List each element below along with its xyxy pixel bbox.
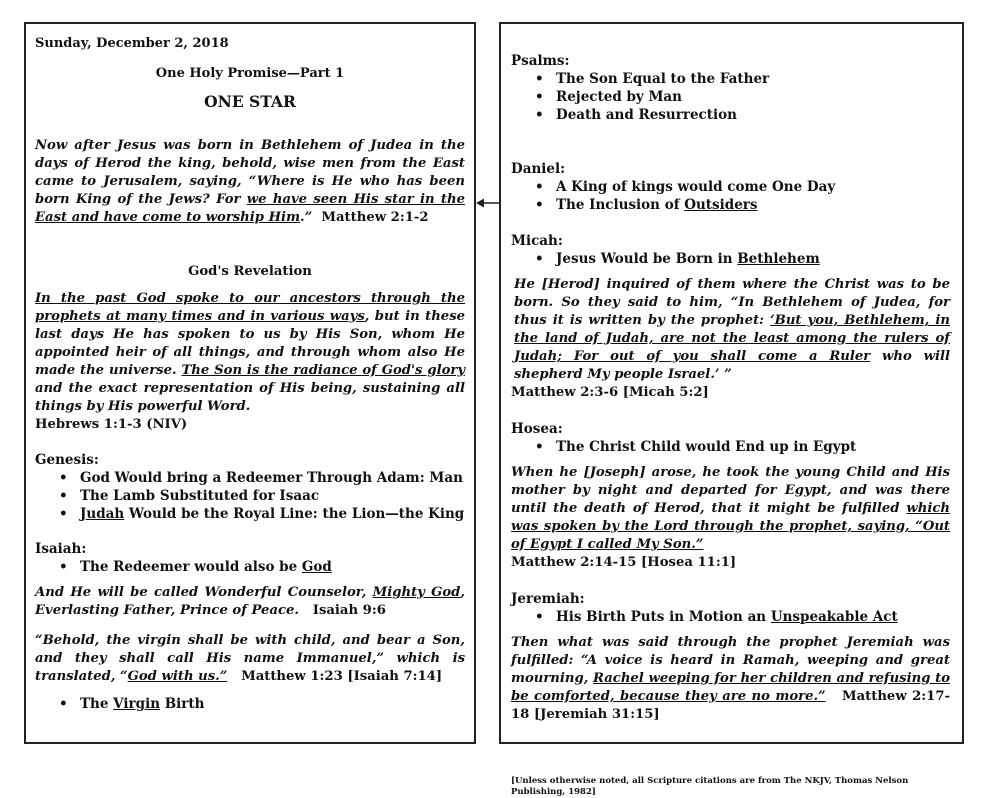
list-item-text: The Christ Child would End up in Egypt bbox=[556, 439, 857, 455]
quote-text: When he [Joseph] arose, he took the young Child and His mother by night and departed for Egypt, and was there until the death of Herod, that it might be fulfilled bbox=[511, 465, 950, 516]
scripture-reference: Hebrews 1:1-3 (NIV) bbox=[35, 417, 188, 432]
list-item-text: The Redeemer would also be bbox=[80, 559, 302, 575]
isaiah-quote-1 bbox=[35, 584, 465, 620]
bullet-icon: • bbox=[535, 251, 544, 267]
micah-heading: Micah: bbox=[511, 233, 563, 249]
scripture-reference: Matthew 2:1-2 bbox=[321, 210, 429, 225]
sermon-date: Sunday, December 2, 2018 bbox=[35, 36, 229, 51]
scripture-reference: Matthew 1:23 [Isaiah 7:14] bbox=[241, 669, 443, 684]
list-item-underlined: Virgin bbox=[113, 696, 161, 712]
list-item-underlined: Unspeakable Act bbox=[770, 609, 898, 625]
right-panel bbox=[499, 22, 964, 797]
list-item bbox=[511, 70, 950, 88]
list-item-text: The Son Equal to the Father bbox=[556, 71, 770, 87]
bullet-icon: • bbox=[59, 488, 68, 504]
list-item-underlined: Judah bbox=[80, 506, 125, 522]
quote-text: And He will be called Wonderful Counselor, bbox=[35, 585, 373, 600]
quote-underlined: we have seen His star in the East and have come to worship Him bbox=[35, 192, 465, 225]
list-item-text: Death and Resurrection bbox=[556, 107, 737, 123]
quote-underlined: God with us.” bbox=[127, 669, 228, 684]
series-title: One Holy Promise—Part 1 bbox=[155, 66, 345, 81]
list-item bbox=[511, 250, 950, 268]
list-item-text: The bbox=[80, 696, 114, 712]
list-item bbox=[35, 469, 465, 487]
quote-text: Now after Jesus was born in Bethlehem of Judea in the days of Herod the king, behold, wise men from the East came to Jerusalem, saying, “Where is He who has been born King of the Jews? For bbox=[35, 138, 465, 207]
footnote: [Unless otherwise noted, all Scripture citations are from The NKJV, Thomas Nelson Publishing, 1982] bbox=[511, 776, 909, 797]
list-item bbox=[511, 88, 950, 106]
scripture-reference: Matthew 2:3-6 [Micah 5:2] bbox=[511, 385, 709, 400]
list-item-text: Would be the Royal Line: the Lion—the King bbox=[124, 506, 465, 522]
hosea-quote bbox=[511, 464, 950, 554]
micah-quote bbox=[511, 276, 950, 384]
bullet-icon: • bbox=[535, 439, 544, 455]
genesis-heading: Genesis: bbox=[35, 452, 99, 468]
list-item bbox=[35, 695, 465, 713]
list-item bbox=[35, 505, 465, 523]
quote-text: Then what was said through the prophet Jeremiah was fulfilled: “A voice is heard in Ramah, weeping and great mourning, bbox=[511, 635, 950, 686]
quote-underlined: ‘But you, Bethlehem, in the land of Judah, are not the least among the rulers of Judah; For out of you shall come a bbox=[514, 313, 950, 364]
micah-list bbox=[511, 250, 950, 268]
list-item-text: The Lamb Substituted for Isaac bbox=[80, 488, 320, 504]
intro-quote bbox=[35, 137, 465, 227]
list-item bbox=[511, 438, 950, 456]
list-item bbox=[35, 558, 465, 576]
left-panel bbox=[24, 22, 476, 744]
bullet-icon: • bbox=[535, 71, 544, 87]
hosea-list bbox=[511, 438, 950, 456]
jeremiah-list bbox=[511, 608, 950, 626]
jeremiah-heading: Jeremiah: bbox=[511, 591, 585, 607]
bullet-icon: • bbox=[535, 197, 544, 213]
list-item-underlined: Outsiders bbox=[684, 197, 758, 213]
quote-underlined: In the past God spoke to our ancestors through the prophets at many times and in various ways bbox=[35, 291, 465, 324]
bullet-icon: • bbox=[535, 107, 544, 123]
list-item-text: A King of kings would come One Day bbox=[556, 179, 836, 195]
revelation-quote bbox=[35, 290, 465, 416]
revelation-heading: God's Revelation bbox=[188, 264, 312, 279]
quote-text: , but in these last days He has spoken to us by His Son, whom He appointed heir of all things, and through whom also He made the universe. bbox=[35, 309, 466, 378]
daniel-list bbox=[511, 178, 950, 214]
bullet-icon: • bbox=[59, 696, 68, 712]
bullet-icon: • bbox=[535, 89, 544, 105]
scripture-reference: Matthew 2:14-15 [Hosea 11:1] bbox=[511, 555, 737, 570]
scripture-reference: Matthew 2:17-18 [Jeremiah 31:15] bbox=[511, 689, 950, 722]
isaiah-list bbox=[35, 558, 465, 576]
bullet-icon: • bbox=[59, 506, 68, 522]
list-item-text: God Would bring a Redeemer Through Adam: Man bbox=[80, 470, 463, 486]
quote-underlined: Rachel weeping for her children and refusing to be comforted, because they are no more.” bbox=[511, 671, 951, 704]
psalms-list bbox=[511, 70, 950, 124]
bullet-icon: • bbox=[59, 470, 68, 486]
list-item-text: His Birth Puts in Motion an bbox=[556, 609, 771, 625]
quote-text: , Everlasting Father, Prince of Peace. bbox=[35, 585, 465, 618]
quote-text: .” bbox=[300, 210, 313, 225]
bullet-icon: • bbox=[535, 609, 544, 625]
bullet-icon: • bbox=[535, 179, 544, 195]
quote-underlined: Ruler bbox=[829, 349, 871, 364]
list-item bbox=[511, 196, 950, 214]
list-item-text: The Inclusion of bbox=[556, 197, 685, 213]
jeremiah-quote bbox=[511, 634, 950, 724]
quote-text: He [Herod] inquired of them where the Christ was to be born. So they said to him, “In Bethlehem of Judea, for thus it is written by the prophet: bbox=[514, 277, 950, 328]
list-item-underlined: Bethlehem bbox=[737, 251, 820, 267]
isaiah-heading: Isaiah: bbox=[35, 541, 87, 557]
psalms-heading: Psalms: bbox=[511, 53, 570, 69]
list-item bbox=[511, 178, 950, 196]
list-item bbox=[511, 608, 950, 626]
isaiah-quote-2 bbox=[35, 632, 465, 686]
bullet-icon: • bbox=[59, 559, 68, 575]
daniel-heading: Daniel: bbox=[511, 161, 566, 177]
list-item-text: Rejected by Man bbox=[556, 89, 682, 105]
quote-text: “Behold, the virgin shall be with child, and bear a Son, and they shall call His name Immanuel,” which is translated, “ bbox=[35, 633, 465, 684]
list-item-text: Birth bbox=[160, 696, 205, 712]
quote-underlined: which was spoken by the Lord through the prophet, saying, “Out of Egypt I called My Son.” bbox=[511, 501, 950, 552]
quote-text: and the exact representation of His being, sustaining all things by His powerful Word. bbox=[35, 381, 465, 414]
list-item bbox=[511, 106, 950, 124]
genesis-list bbox=[35, 469, 465, 523]
quote-underlined: The Son is the radiance of God's glory bbox=[181, 363, 466, 378]
quote-text: who will shepherd My people Israel.’ ” bbox=[514, 349, 950, 382]
list-item-underlined: God bbox=[301, 559, 332, 575]
hosea-heading: Hosea: bbox=[511, 421, 563, 437]
quote-underlined: Mighty God bbox=[372, 585, 461, 600]
list-item-text: Jesus Would be Born in bbox=[556, 251, 738, 267]
sermon-title: ONE STAR bbox=[204, 92, 296, 111]
list-item bbox=[35, 487, 465, 505]
isaiah-list-2 bbox=[35, 695, 465, 713]
scripture-reference: Isaiah 9:6 bbox=[312, 603, 386, 618]
